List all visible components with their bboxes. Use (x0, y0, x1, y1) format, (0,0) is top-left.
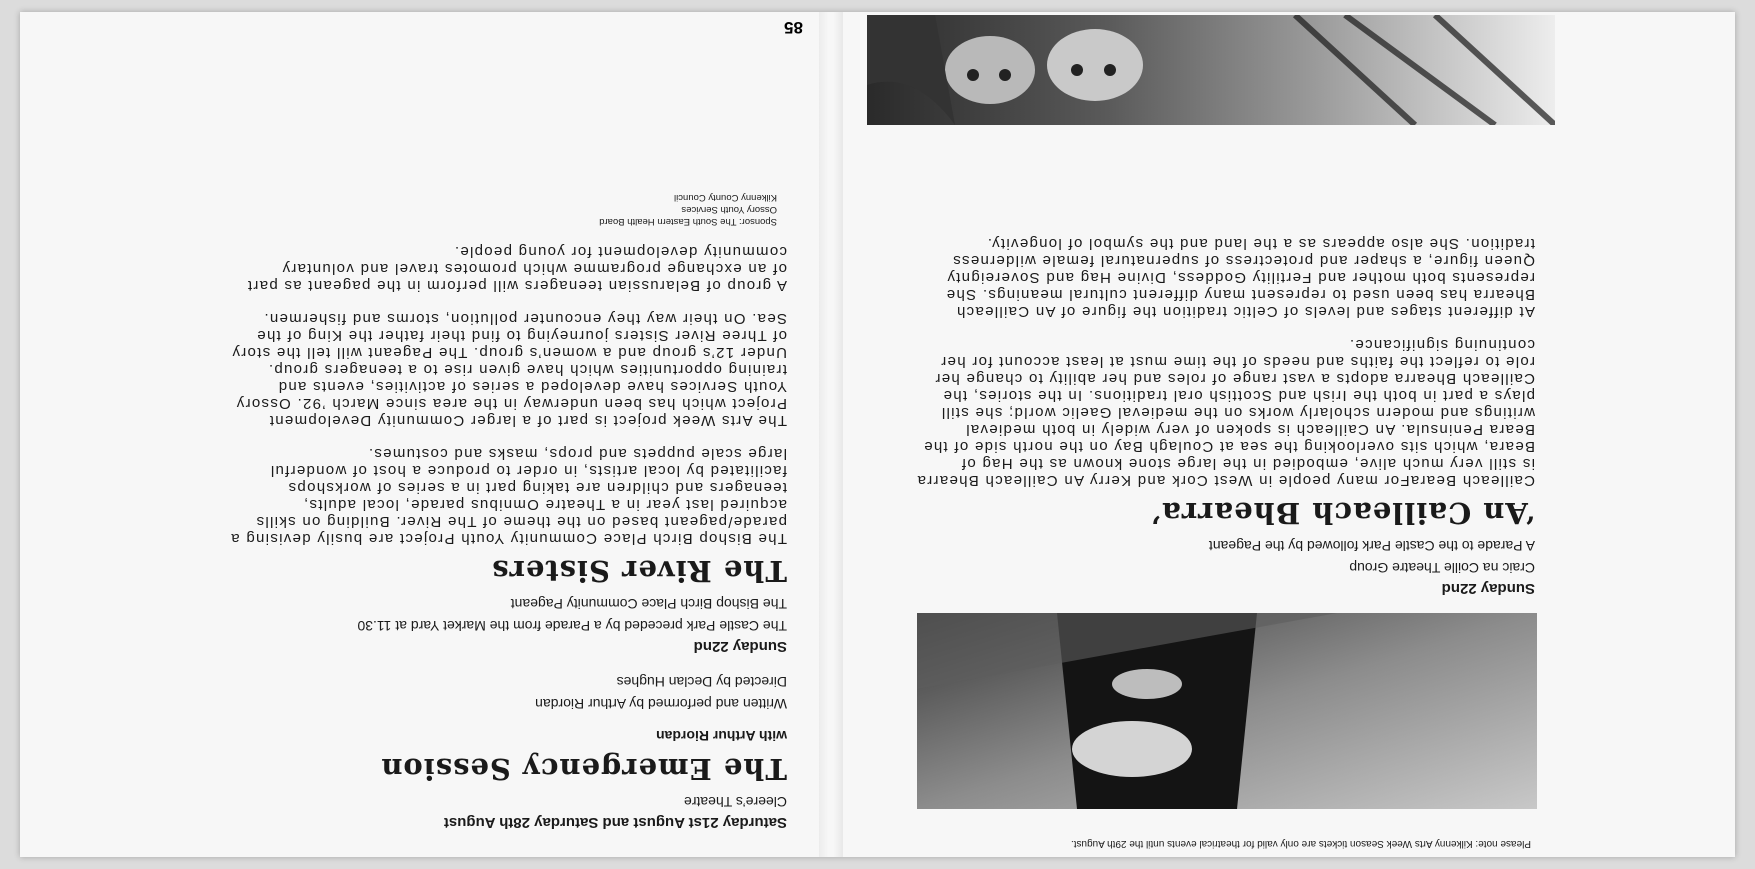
ticket-note-text: Please note: Kilkenny Arts Week Season tickets are only valid for theatrical events until the 29th August. (1070, 838, 1531, 849)
event2-date: Saturday 21st August and Saturday 28th August (443, 814, 787, 831)
event3-body3: A group of Belarussian teenagers will perform in the pageant as part of an exchange programme which promotes travel and voluntary community development for young people. (246, 243, 787, 294)
gutter (819, 12, 843, 857)
event1-desc: A Parade to the Castle Park followed by the Pageant (1208, 538, 1535, 554)
event1-company: Craic na Coille Theatre Group (1349, 560, 1535, 576)
ticket-note (1011, 837, 1531, 849)
sponsor-line: Ossory Youth Services (681, 204, 777, 215)
event2-title: The Emergency Session (380, 752, 787, 786)
spread (20, 12, 1735, 857)
event2-subtitle: with Arthur Riordan (656, 728, 787, 744)
event3-title: The River Sisters (491, 554, 787, 588)
photo-masked-faces (867, 15, 1555, 125)
event3-body2: The Arts Week project is part of a larger Community Development Project which has been underway in the area since March ’92. Ossory Youth Services have developed a series of activities, events and training opportunities which have given rise to a teenagers group. Under 12’s group and a women’s group. The Pageant will tell the story of Three River Sisters journeying to find their father the King of the Sea. On their way they encounter pollution, storms and fishermen. (231, 310, 787, 429)
event1-body2: At different stages and levels of Celtic tradition the figure of An Cailleach Bhearra has been used to represent many different cultural meanings. She represents both mother and Fertility Goddess, Divine Hag and Sovereignty Queen figure, a shaper and protectress of supernatural female wilderness tradition. She also appears as a the land and the symbol of longevity. (945, 235, 1535, 320)
event3-desc: The Castle Park preceded by a Parade from the Market Yard at 11.30 (357, 618, 787, 634)
event1-body: Cailleach BearaFor many people in West Cork and Kerry An Cailleach Bhearra is still very much alive, embodied in the large stone known as the Hag of Beara, which sits overlooking the sea at Coulagh Bay on the north side of the Beara Peninsula. An Cailleach is spoken of very widely in both medieval writings and modern scholarly works on the medieval Gaelic world; she still plays a part in both the Irish and Scottish oral traditions. In the stories, the Cailleach Bhearra adopts a vast range of roles and her ability to change her role to reflect the faiths and needs of the time must at least account for her continuing significance. (916, 336, 1535, 489)
event1-date: Sunday 22nd (1441, 580, 1535, 597)
event1-title: ‘An Cailleach Bhearra’ (1149, 496, 1535, 530)
event2-venue: Cleere’s Theatre (684, 794, 787, 810)
event2-credit2: Directed by Declan Hughes (616, 674, 787, 690)
sponsor-line: Kilkenny County Council (674, 192, 777, 203)
event3-body1: The Bishop Birch Place Community Youth Project are busily devising a parade/pageant based on the theme of The River. Building on skills acquired last year in a Theatre Omnibus parade, local adults, teenagers and children are taking part in a series of workshops facilitated by local artists, in order to produce a host of wonderful large scale puppets and props, masks and costumes. (230, 445, 787, 547)
event2-credit1: Written and performed by Arthur Riordan (535, 696, 787, 712)
page-number: 85 (784, 18, 803, 37)
event3-date: Sunday 22nd (693, 638, 787, 655)
event-emergency-session (227, 191, 787, 831)
sponsor-block (227, 191, 787, 227)
photo-performer-silver (917, 613, 1537, 809)
sponsor-line: Sponsor: The South Eastern Health Board (599, 216, 777, 227)
event3-company: The Bishop Birch Place Community Pageant (510, 596, 787, 612)
event-an-cailleach (915, 219, 1535, 597)
